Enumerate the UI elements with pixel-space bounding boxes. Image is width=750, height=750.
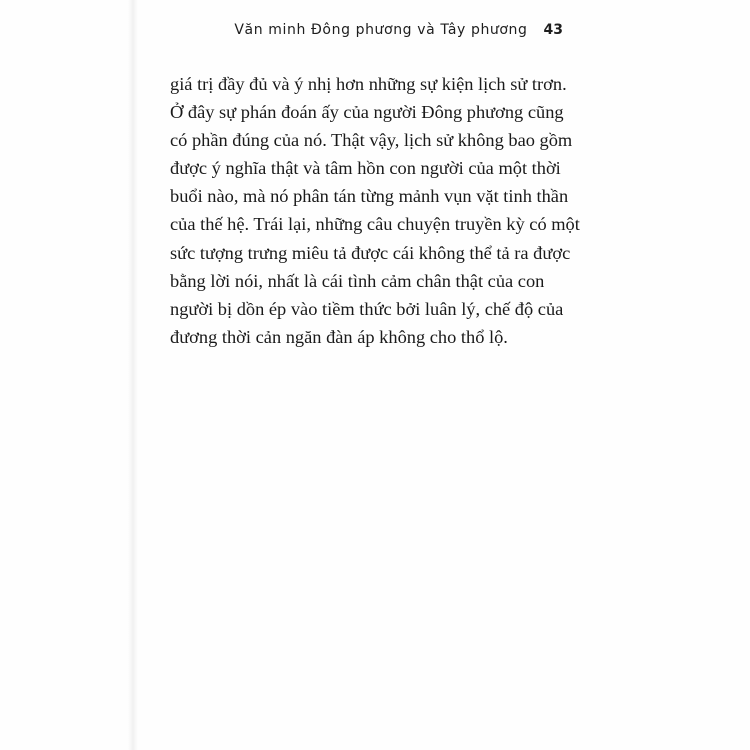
text-line: người bị dồn ép vào tiềm thức bởi luân lý, chế độ của: [170, 298, 564, 319]
running-header: [0, 22, 563, 38]
text-line: Ở đây sự phán đoán ấy của người Đông phương cũng: [170, 102, 564, 123]
text-line: giá trị đầy đủ và ý nhị hơn những sự kiện lịch sử trơn.: [170, 74, 567, 94]
text-line: sức tượng trưng miêu tả được cái không thể tả ra được: [170, 242, 571, 263]
text-line: bằng lời nói, nhất là cái tình cảm chân thật của con: [170, 270, 545, 291]
body-paragraph: [170, 70, 580, 351]
text-line: đương thời cản ngăn đàn áp không cho thổ lộ.: [170, 326, 508, 347]
gutter-shadow: [128, 0, 138, 750]
header-title: Văn minh Đông phương và Tây phương: [234, 22, 528, 38]
text-line: buổi nào, mà nó phân tán từng mảnh vụn vặt tinh thần: [170, 186, 569, 207]
page-number: 43: [543, 22, 563, 38]
text-line: được ý nghĩa thật và tâm hồn con người của một thời: [170, 158, 561, 179]
text-line: có phần đúng của nó. Thật vậy, lịch sử không bao gồm: [170, 130, 573, 151]
text-line: của thế hệ. Trái lại, những câu chuyện truyền kỳ có một: [170, 214, 580, 235]
